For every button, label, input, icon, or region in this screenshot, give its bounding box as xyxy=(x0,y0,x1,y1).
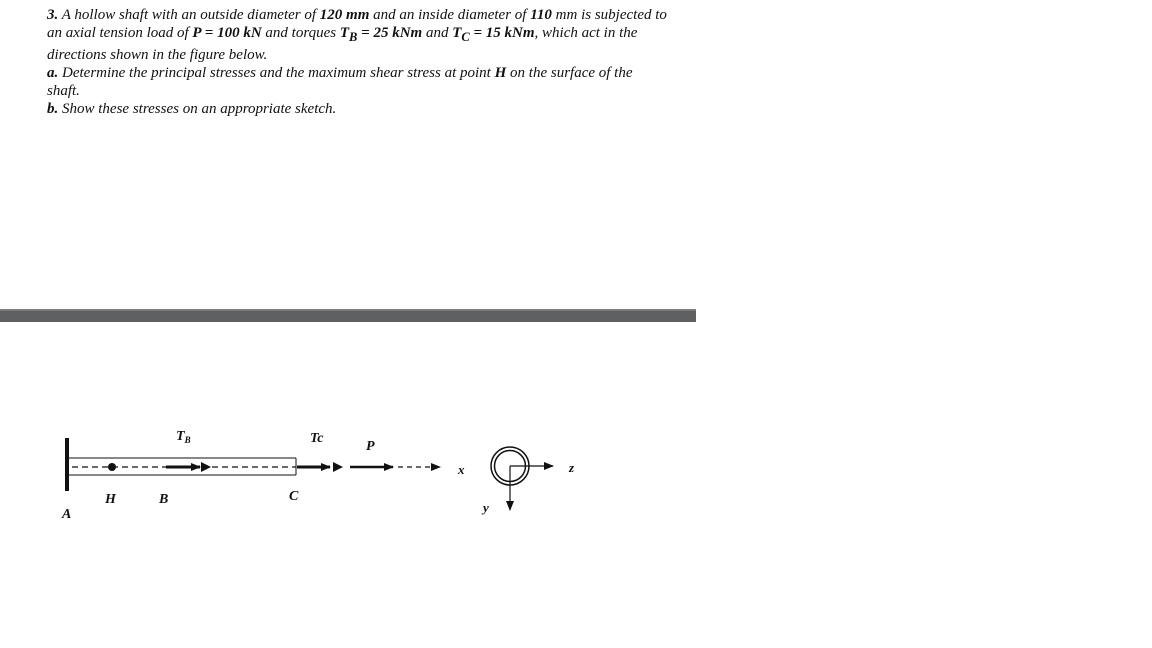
outer-diameter: 120 mm xyxy=(319,7,370,23)
part-b: b. Show these stresses on an appropriate sketch. xyxy=(47,101,337,117)
label-x: x xyxy=(458,462,465,477)
inner-diameter: 110 xyxy=(530,7,552,23)
part-b-label: b. xyxy=(47,101,59,117)
torque-c-arrowhead-second xyxy=(333,462,343,472)
label-b: B xyxy=(159,492,169,507)
point-h-dot xyxy=(108,463,116,471)
torque-b: $T_B = 25$ kNm xyxy=(339,25,423,44)
part-a: a. Determine the principal stresses and the maximum shear stress at point H on the surface of the shaft. xyxy=(47,65,633,99)
problem-number: 3. xyxy=(47,7,59,23)
problem-intro: 3. A hollow shaft with an outside diameter of 120 mm and an inside diameter of 110 mm is subjected to an axial tension load of P = 100 kN and torques $T_B = 25$ kNm and $T_C = 15$ kNm, which act in the directions shown in the figure below. xyxy=(47,7,667,63)
label-tb: $T_B$ xyxy=(176,429,191,445)
label-c: C xyxy=(289,489,299,504)
torque-b-arrowhead-second xyxy=(201,462,211,472)
label-z: z xyxy=(569,460,575,475)
label-h: H xyxy=(105,492,116,507)
point-h: H xyxy=(494,65,507,81)
label-tc: Tc xyxy=(310,431,324,446)
torque-c: $T_C = 15$ kNm xyxy=(452,25,535,44)
axial-load: P = 100 kN xyxy=(192,25,262,41)
label-a: A xyxy=(62,507,72,522)
fixed-wall-support xyxy=(65,438,69,491)
label-y: y xyxy=(483,500,489,515)
part-a-label: a. xyxy=(47,65,59,81)
label-p: P xyxy=(366,439,375,454)
